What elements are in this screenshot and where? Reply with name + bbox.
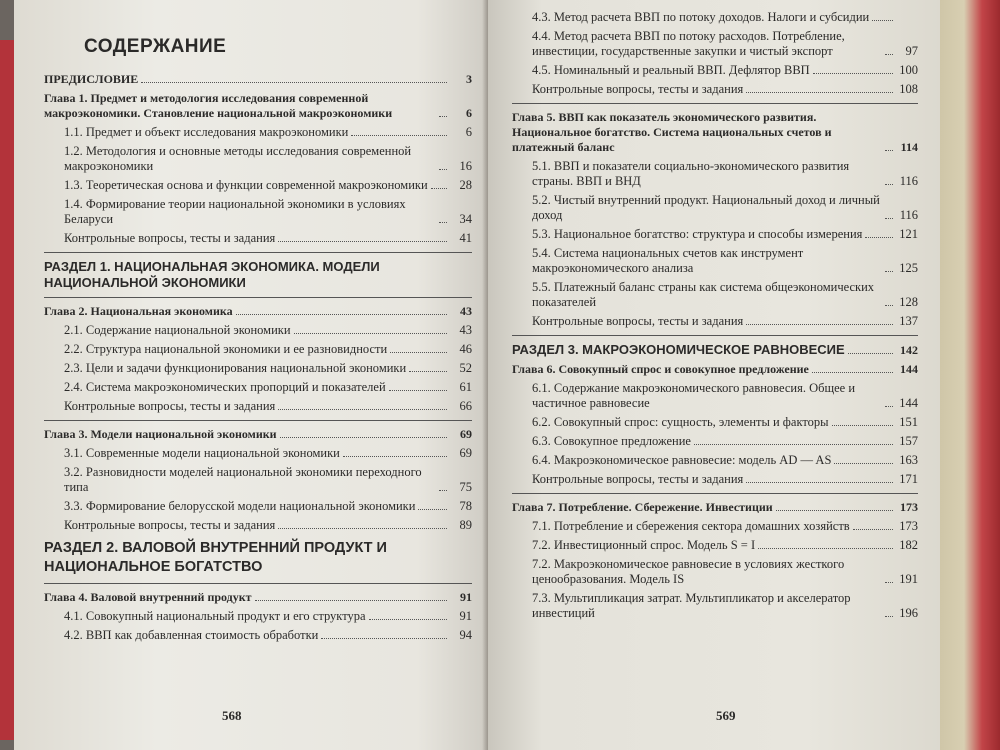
toc-entry[interactable] [512, 314, 918, 329]
toc-entry[interactable] [44, 609, 472, 624]
chapter-4-sections [44, 609, 472, 643]
toc-entry[interactable] [44, 465, 472, 495]
entry-text: 4.2. ВВП как добавленная стоимость обработки [64, 628, 319, 642]
toc-entry[interactable] [512, 591, 918, 621]
entry-text: Контрольные вопросы, тесты и задания [532, 314, 744, 328]
entry-text: 3.1. Современные модели национальной экономики [64, 446, 340, 460]
entry-text: 7.1. Потребление и сбережения сектора домашних хозяйств [532, 519, 850, 533]
toc-entry[interactable] [44, 144, 472, 174]
toc-entry[interactable] [512, 280, 918, 310]
entry-page: 6 [465, 125, 472, 139]
divider [44, 252, 472, 253]
entry-page: 91 [460, 590, 472, 604]
entry-page: 144 [900, 362, 918, 376]
entry-page: 151 [899, 415, 918, 429]
toc-entry[interactable] [512, 82, 918, 97]
entry-page: 108 [899, 82, 918, 96]
leader-dots [280, 437, 447, 438]
entry-page: 157 [899, 434, 918, 448]
toc-preface[interactable] [44, 72, 472, 87]
toc-entry[interactable] [44, 197, 472, 227]
leader-dots [853, 529, 893, 530]
leader-dots [812, 372, 893, 373]
entry-text: Контрольные вопросы, тесты и задания [532, 82, 744, 96]
entry-text: 1.3. Теоретическая основа и функции современной макроэкономики [64, 178, 428, 192]
toc-entry[interactable] [512, 159, 918, 189]
leader-dots [885, 54, 893, 55]
chapter-4-sections-cont [512, 10, 918, 97]
entry-text: 5.2. Чистый внутренний продукт. Национальный доход и личный доход [532, 193, 880, 222]
toc-entry[interactable] [44, 178, 472, 193]
chapter-3-sections [44, 446, 472, 533]
entry-text: Контрольные вопросы, тесты и задания [532, 472, 744, 486]
entry-page: 182 [899, 538, 918, 552]
part-2-heading: РАЗДЕЛ 2. ВАЛОВОЙ ВНУТРЕННИЙ ПРОДУКТ И НАЦИОНАЛЬНОЕ БОГАТСТВО [44, 540, 387, 575]
divider [44, 420, 472, 421]
entry-text: 7.2. Макроэкономическое равновесие в условиях жесткого ценообразования. Модель IS [532, 557, 845, 586]
entry-page: 163 [899, 453, 918, 467]
leader-dots [848, 353, 893, 354]
leader-dots [369, 619, 447, 620]
entry-page: 41 [459, 231, 472, 245]
leader-dots [832, 425, 893, 426]
leader-dots [746, 324, 893, 325]
leader-dots [351, 135, 447, 136]
entry-page: 114 [900, 140, 918, 154]
toc-chapter-6[interactable] [512, 362, 918, 377]
leader-dots [431, 188, 447, 189]
entry-text: Глава 3. Модели национальной экономики [44, 427, 277, 441]
contents-title: СОДЕРЖАНИЕ [84, 36, 227, 57]
entry-page: 91 [459, 609, 472, 623]
entry-page: 171 [899, 472, 918, 486]
chapter-2-sections [44, 323, 472, 414]
toc-entry[interactable] [512, 193, 918, 223]
leader-dots [885, 406, 893, 407]
entry-page: 75 [459, 480, 472, 494]
toc-entry[interactable] [512, 246, 918, 276]
entry-page: 125 [899, 261, 918, 275]
toc-entry[interactable] [44, 125, 472, 140]
leader-dots [758, 548, 893, 549]
chapter-6-sections [512, 381, 918, 487]
leader-dots [390, 352, 447, 353]
divider [44, 297, 472, 298]
entry-text: 4.1. Совокупный национальный продукт и его структура [64, 609, 366, 623]
entry-page: 69 [460, 427, 472, 441]
toc-entry[interactable] [512, 434, 918, 449]
entry-text: 4.4. Метод расчета ВВП по потоку расходов. Потребление, инвестиции, государственные закупки и чистый экспорт [532, 29, 845, 58]
toc-entry[interactable] [44, 361, 472, 376]
entry-page: 3 [466, 72, 472, 86]
toc-entry[interactable] [44, 628, 472, 643]
toc-chapter-3[interactable] [44, 427, 472, 442]
leader-dots [439, 169, 447, 170]
leader-dots [343, 456, 447, 457]
entry-text: 6.3. Совокупное предложение [532, 434, 691, 448]
leader-dots [885, 582, 893, 583]
leader-dots [885, 271, 893, 272]
toc-entry[interactable] [44, 399, 472, 414]
toc-entry[interactable] [44, 231, 472, 246]
part-3-heading: РАЗДЕЛ 3. МАКРОЭКОНОМИЧЕСКОЕ РАВНОВЕСИЕ [512, 342, 845, 357]
entry-text: 2.2. Структура национальной экономики и ее разновидности [64, 342, 388, 356]
entry-text: 5.1. ВВП и показатели социально-экономического развития страны. ВВП и ВНД [532, 159, 850, 188]
page-number: 569 [716, 708, 736, 723]
toc-entry[interactable] [512, 415, 918, 430]
entry-text: 3.2. Разновидности моделей национальной экономики переходного типа [64, 465, 422, 494]
toc-chapter-4[interactable] [44, 590, 472, 605]
toc-entry[interactable] [44, 380, 472, 395]
toc-part-3[interactable] [512, 342, 918, 358]
entry-page: 116 [899, 174, 918, 188]
entry-page: 100 [899, 63, 918, 77]
toc-entry[interactable] [512, 381, 918, 411]
leader-dots [141, 82, 447, 83]
entry-page: 173 [899, 519, 918, 533]
leader-dots [389, 390, 447, 391]
entry-text: Глава 1. Предмет и методология исследования современной макроэкономики. Становление национальной макроэкономики [44, 91, 393, 120]
entry-text: 1.2. Методология и основные методы исследования современной макроэкономики [64, 144, 412, 173]
right-page [488, 0, 940, 750]
leader-dots [746, 92, 893, 93]
leader-dots [278, 241, 447, 242]
entry-text: 5.3. Национальное богатство: структура и способы измерения [532, 227, 863, 241]
entry-page: 97 [905, 44, 918, 58]
leader-dots [439, 116, 447, 117]
entry-page: 6 [466, 106, 472, 120]
leader-dots [865, 237, 893, 238]
leader-dots [872, 20, 893, 21]
divider [512, 493, 918, 494]
toc-chapter-2[interactable] [44, 304, 472, 319]
entry-text: Контрольные вопросы, тесты и задания [64, 399, 276, 413]
entry-page: 116 [899, 208, 918, 222]
toc-entry[interactable] [44, 518, 472, 533]
entry-page: 43 [460, 304, 472, 318]
entry-text: Контрольные вопросы, тесты и задания [64, 231, 276, 245]
entry-page: 142 [900, 343, 918, 357]
entry-text: 5.4. Система национальных счетов как инструмент макроэкономического анализа [532, 246, 804, 275]
entry-page: 34 [459, 212, 472, 226]
entry-text: 2.1. Содержание национальной экономики [64, 323, 291, 337]
entry-page: 66 [459, 399, 472, 413]
toc-entry[interactable] [512, 519, 918, 534]
entry-text: 3.3. Формирование белорусской модели национальной экономики [64, 499, 416, 513]
toc-chapter-5[interactable] [512, 110, 918, 155]
page-number: 568 [222, 708, 242, 723]
leader-dots [439, 490, 447, 491]
toc-entry[interactable] [512, 538, 918, 553]
leader-dots [409, 371, 447, 372]
entry-text: 2.3. Цели и задачи функционирования национальной экономики [64, 361, 407, 375]
entry-page: 43 [459, 323, 472, 337]
toc-entry[interactable] [44, 323, 472, 338]
entry-page: 89 [459, 518, 472, 532]
entry-text: 4.3. Метод расчета ВВП по потоку доходов. Налоги и субсидии [532, 10, 870, 24]
entry-page: 46 [459, 342, 472, 356]
entry-text: 1.1. Предмет и объект исследования макроэкономики [64, 125, 349, 139]
leader-dots [834, 463, 893, 464]
leader-dots [746, 482, 893, 483]
chapter-7-sections [512, 519, 918, 621]
leader-dots [813, 73, 893, 74]
chapter-5-sections [512, 159, 918, 329]
toc-entry[interactable] [512, 472, 918, 487]
entry-text: 6.1. Содержание макроэкономического равновесия. Общее и частичное равновесие [532, 381, 856, 410]
entry-text: Глава 4. Валовой внутренний продукт [44, 590, 252, 604]
entry-text: 7.2. Инвестиционный спрос. Модель S = I [532, 538, 756, 552]
leader-dots [776, 510, 893, 511]
toc-entry[interactable] [512, 63, 918, 78]
toc-entry[interactable] [44, 446, 472, 461]
entry-text: Глава 5. ВВП как показатель экономического развития. Национальное богатство. Система национальных счетов и платежный баланс [512, 110, 832, 154]
leader-dots [418, 509, 447, 510]
entry-text: 4.5. Номинальный и реальный ВВП. Дефлятор ВВП [532, 63, 810, 77]
entry-page: 196 [899, 606, 918, 620]
toc-chapter-7[interactable] [512, 500, 918, 515]
leader-dots [294, 333, 447, 334]
entry-text: Глава 2. Национальная экономика [44, 304, 233, 318]
entry-text: 1.4. Формирование теории национальной экономики в условиях Беларуси [64, 197, 406, 226]
book-cover-right-edge [940, 0, 1000, 750]
leader-dots [885, 305, 893, 306]
entry-page: 137 [899, 314, 918, 328]
leader-dots [255, 600, 447, 601]
toc-entry[interactable] [512, 453, 918, 468]
entry-page: 52 [459, 361, 472, 375]
leader-dots [236, 314, 447, 315]
entry-text: Глава 6. Совокупный спрос и совокупное предложение [512, 362, 809, 376]
chapter-1-sections [44, 125, 472, 246]
part-1-heading: РАЗДЕЛ 1. НАЦИОНАЛЬНАЯ ЭКОНОМИКА. МОДЕЛИ НАЦИОНАЛЬНОЙ ЭКОНОМИКИ [44, 259, 380, 290]
entry-page: 61 [459, 380, 472, 394]
entry-page: 121 [899, 227, 918, 241]
entry-page: 144 [899, 396, 918, 410]
leader-dots [439, 222, 447, 223]
leader-dots [278, 409, 447, 410]
entry-text: 6.2. Совокупный спрос: сущность, элементы и факторы [532, 415, 829, 429]
divider [512, 103, 918, 104]
entry-page: 94 [459, 628, 472, 642]
entry-text: Контрольные вопросы, тесты и задания [64, 518, 276, 532]
leader-dots [278, 528, 447, 529]
entry-page: 191 [899, 572, 918, 586]
toc-entry[interactable] [512, 10, 918, 25]
entry-text: 6.4. Макроэкономическое равновесие: модель AD — AS [532, 453, 832, 467]
toc-entry[interactable] [44, 342, 472, 357]
toc-entry[interactable] [512, 557, 918, 587]
entry-page: 69 [459, 446, 472, 460]
leader-dots [885, 150, 893, 151]
toc-entry[interactable] [44, 499, 472, 514]
entry-text: 2.4. Система макроэкономических пропорций и показателей [64, 380, 386, 394]
entry-page: 28 [459, 178, 472, 192]
entry-page: 78 [459, 499, 472, 513]
entry-text: ПРЕДИСЛОВИЕ [44, 72, 139, 86]
entry-text: 5.5. Платежный баланс страны как система общеэкономических показателей [532, 280, 875, 309]
entry-page: 128 [899, 295, 918, 309]
toc-entry[interactable] [512, 29, 918, 59]
entry-page: 173 [900, 500, 918, 514]
divider [512, 335, 918, 336]
leader-dots [321, 638, 447, 639]
divider [44, 583, 472, 584]
leader-dots [694, 444, 893, 445]
toc-chapter-1[interactable] [44, 91, 472, 121]
leader-dots [885, 218, 893, 219]
leader-dots [885, 184, 893, 185]
leader-dots [885, 616, 893, 617]
toc-entry[interactable] [512, 227, 918, 242]
entry-page: 16 [459, 159, 472, 173]
entry-text: Глава 7. Потребление. Сбережение. Инвестиции [512, 500, 773, 514]
entry-text: 7.3. Мультипликация затрат. Мультипликатор и акселератор инвестиций [532, 591, 851, 620]
left-page [14, 0, 488, 750]
